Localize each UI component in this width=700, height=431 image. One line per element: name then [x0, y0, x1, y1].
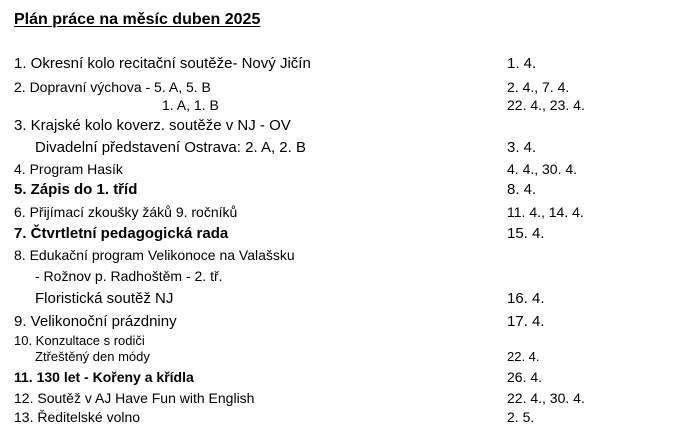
row-date: 26. 4. — [507, 369, 543, 385]
row-label: 8. Edukační program Velikonoce na Valašsku — [14, 247, 295, 263]
row-date: 1. 4. — [507, 55, 537, 72]
row-label: 1. Okresní kolo recitační soutěže- Nový Jičín — [14, 55, 311, 72]
row-date: 2. 5. — [507, 409, 535, 425]
row-label: Floristická soutěž NJ — [35, 290, 174, 307]
row-label: 3. Krajské kolo koverz. soutěže v NJ - OV — [14, 117, 291, 134]
row-date: 17. 4. — [507, 313, 545, 330]
row-label: 6. Přijímací zkoušky žáků 9. ročníků — [14, 204, 238, 220]
row-label: Ztřeštěný den módy — [35, 349, 150, 364]
row-date: 15. 4. — [507, 225, 545, 242]
row-date: 4. 4., 30. 4. — [507, 161, 578, 177]
row-label: 12. Soutěž v AJ Have Fun with English — [14, 390, 255, 406]
row-date: 3. 4. — [507, 139, 537, 156]
row-label: 7. Čtvrtletní pedagogická rada — [14, 225, 229, 242]
row-label: 9. Velikonoční prázdniny — [14, 313, 177, 330]
row-date: 2. 4., 7. 4. — [507, 79, 570, 95]
row-label: - Rožnov p. Radhoštěm - 2. tř. — [35, 268, 223, 284]
row-date: 22. 4. — [507, 349, 540, 364]
row-date: 8. 4. — [507, 181, 537, 198]
row-date: 11. 4., 14. 4. — [507, 204, 584, 220]
row-label: 11. 130 let - Kořeny a křídla — [14, 369, 194, 385]
row-label: 4. Program Hasík — [14, 161, 123, 177]
row-label: 13. Ředitelské volno — [14, 409, 141, 425]
row-label: 5. Zápis do 1. tříd — [14, 181, 138, 198]
row-date: 16. 4. — [507, 290, 545, 307]
row-date: 22. 4., 23. 4. — [507, 97, 585, 113]
row-label: 2. Dopravní výchova - 5. A, 5. B — [14, 79, 211, 95]
row-label: 10. Konzultace s rodiči — [14, 333, 145, 348]
row-label: Divadelní představení Ostrava: 2. A, 2. B — [35, 139, 306, 156]
row-date: 22. 4., 30. 4. — [507, 390, 585, 406]
page-title: Plán práce na měsíc duben 2025 — [14, 11, 261, 28]
row-label: 1. A, 1. B — [162, 97, 219, 113]
